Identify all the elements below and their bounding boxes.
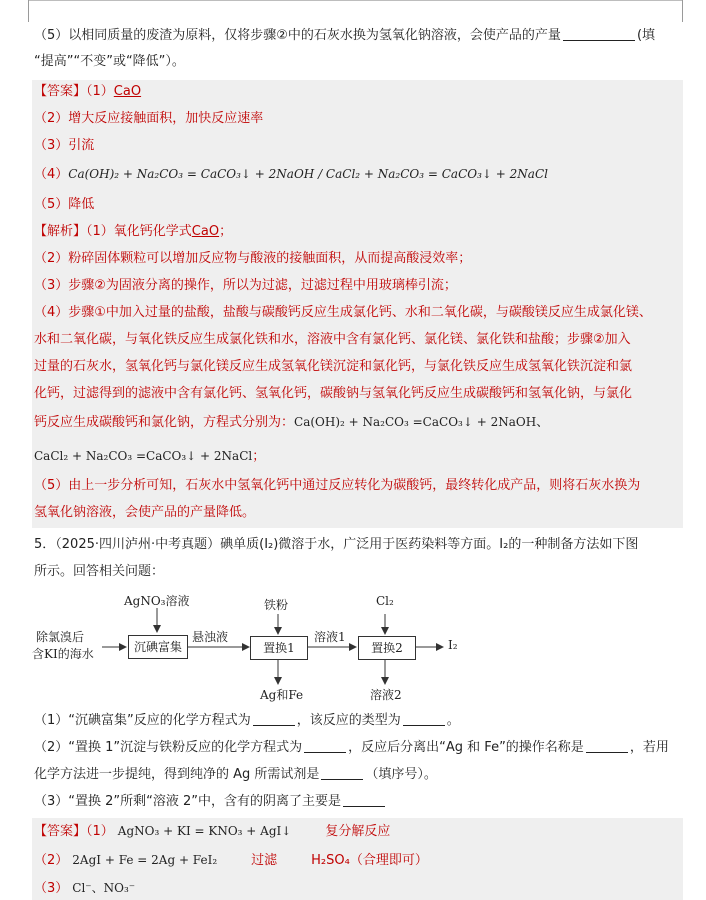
- sub2-text-b: ，反应后分离出“Ag 和 Fe”的操作名称是: [348, 740, 584, 755]
- label-product-i2: I₂: [448, 638, 458, 652]
- label-ag-and-fe: Ag和Fe: [260, 688, 304, 702]
- answer-4-num: （4）: [34, 167, 69, 182]
- answer2-3-num: （3）: [34, 881, 69, 896]
- label-suspension: 悬浊液: [192, 630, 229, 644]
- answer-blank: [253, 711, 295, 726]
- analysis-4e-text: 钙反应生成碳酸钙和氯化钠，方程式分别为：: [34, 415, 295, 430]
- process-flow-diagram: [30, 590, 480, 702]
- answer-blank: [403, 711, 445, 726]
- page-top-border: [28, 0, 682, 1]
- page-corner-mark-left: [28, 0, 29, 22]
- answer2-1-equation: AgNO₃ + KI = KNO₃ + AgI↓: [117, 824, 292, 838]
- analysis-line-1: [34, 222, 232, 242]
- box-iodine-enrichment: 沉碘富集: [128, 635, 188, 659]
- answer-blank: [586, 738, 628, 753]
- analysis-line-4d: 化钙，过滤得到的滤液中含有氯化钙、氢氧化钙，碳酸钠与氢氧化钙反应生成碳酸钙和氢氧化钠，与氯化: [34, 386, 633, 401]
- sub1-text-a: （1）“沉碘富集”反应的化学方程式为: [34, 713, 251, 728]
- sub2-text-a: （2）“置换 1”沉淀与铁粉反应的化学方程式为: [34, 740, 303, 755]
- answer2-line-2: [34, 850, 428, 871]
- analysis-1-formula: CaO: [191, 224, 220, 239]
- q5-part5-text: （5）以相同质量的废渣为原料，仅将步骤②中的石灰水换为氢氧化钠溶液，会使产品的产量: [34, 28, 561, 43]
- sub2-text-e: （填序号）。: [365, 767, 437, 782]
- label-solution-1: 溶液1: [314, 630, 346, 644]
- analysis-4f-equation: CaCl₂ + Na₂CO₃ =CaCO₃↓ + 2NaCl: [34, 449, 253, 463]
- page-corner-mark-right: [682, 0, 683, 22]
- answer2-line-1: [34, 821, 390, 842]
- question5-stem-line2: 所示。回答相关问题：: [34, 564, 165, 579]
- sub2-text-c: ，若用: [629, 740, 669, 755]
- q5-part5-tail: (填: [636, 28, 656, 43]
- answer-blank: [563, 26, 635, 41]
- answer-4-equation: Ca(OH)₂ + Na₂CO₃ = CaCO₃↓ + 2NaOH / CaCl₂ + Na₂CO₃ = CaCO₃↓ + 2NaCl: [68, 167, 548, 181]
- analysis-line-2: （2）粉碎固体颗粒可以增加反应物与酸液的接触面积，从而提高酸浸效率；: [34, 251, 472, 266]
- answer-tag: 【答案】: [34, 84, 87, 99]
- answer2-1-type: 复分解反应: [325, 824, 391, 839]
- question5-sub2-line1: [34, 738, 669, 758]
- question5-sub1: [34, 711, 460, 731]
- label-agno3: AgNO₃溶液: [124, 594, 190, 608]
- answer-1-num: （1）: [86, 84, 114, 99]
- analysis-line-4a: （4）步骤①中加入过量的盐酸，盐酸与碳酸钙反应生成氯化钙、水和二氧化碳，与碳酸镁反应生成氯化镁、: [34, 305, 652, 320]
- answer2-1-num: （1）: [86, 824, 114, 839]
- analysis-line-5a: （5）由上一步分析可知，石灰水中氢氧化钙中通过反应转化为碳酸钙，最终转化成产品，则将石灰水换为: [34, 478, 641, 493]
- answer-line-4: [34, 164, 548, 185]
- question5-sub2-line2: [34, 765, 437, 785]
- answer-line-3: （3）引流: [34, 138, 95, 153]
- analysis-1-tail: ；: [219, 224, 233, 239]
- sub3-text: （3）“置换 2”所剩“溶液 2”中，含有的阴离了主要是: [34, 794, 342, 809]
- answer2-tag: 【答案】: [34, 824, 87, 839]
- analysis-line-4f: [34, 446, 265, 467]
- box-replacement-2: 置换2: [358, 636, 416, 660]
- q5-part5-line1: [34, 26, 655, 46]
- answer2-2-operation: 过滤: [251, 853, 278, 868]
- question5-stem-line1: 5．（2025·四川泸州·中考真题）碘单质(I₂)微溶于水，广泛用于医药染料等方面。I₂的一种制备方法如下图: [34, 537, 639, 552]
- q5-part5-line2: “提高”“不变”或“降低”）。: [34, 54, 185, 69]
- label-cl2: Cl₂: [376, 594, 394, 608]
- answer2-line-3: [34, 878, 135, 899]
- question5-sub3: [34, 792, 387, 812]
- answer-blank: [304, 738, 346, 753]
- answer-1-value: CaO: [113, 84, 142, 99]
- answer-line-2: （2）增大反应接触面积，加快反应速率: [34, 111, 264, 126]
- answer-blank: [343, 792, 385, 807]
- label-source-line2: 含KI的海水: [32, 647, 94, 661]
- sub1-text-c: 。: [446, 713, 460, 728]
- analysis-line-4e: [34, 412, 549, 433]
- analysis-4e-sep: 、: [536, 415, 550, 430]
- analysis-tag: 【解析】: [34, 224, 87, 239]
- answer2-2-reagent: H₂SO₄（合理即可）: [311, 853, 428, 868]
- answer-line-1: [34, 82, 141, 102]
- box-replacement-1: 置换1: [250, 636, 308, 660]
- analysis-4f-tail: ；: [252, 449, 266, 464]
- label-source-line1: 除氯溴后: [36, 630, 85, 644]
- label-solution-2: 溶液2: [370, 688, 402, 702]
- answer2-3-ions: Cl⁻、NO₃⁻: [72, 881, 136, 895]
- analysis-line-3: （3）步骤②为固液分离的操作，所以为过滤，过滤过程中用玻璃棒引流；: [34, 278, 457, 293]
- sub1-text-b: ，该反应的类型为: [296, 713, 401, 728]
- analysis-4e-equation: Ca(OH)₂ + Na₂CO₃ =CaCO₃↓ + 2NaOH: [294, 415, 537, 429]
- analysis-line-4b: 水和二氧化碳，与氧化铁反应生成氯化铁和水，溶液中含有氯化钙、氯化镁、氯化铁和盐酸；步骤②加入: [34, 332, 631, 347]
- answer2-2-num: （2）: [34, 853, 69, 868]
- analysis-line-4c: 过量的石灰水，氢氧化钙与氯化镁反应生成氢氧化镁沉淀和氯化钙，与氯化铁反应生成氢氧化铁沉淀和氯: [34, 359, 633, 374]
- label-iron-powder: 铁粉: [264, 598, 289, 612]
- answer2-2-equation: 2AgI + Fe = 2Ag + FeI₂: [72, 853, 218, 867]
- sub2-text-d: 化学方法进一步提纯，得到纯净的 Ag 所需试剂是: [34, 767, 320, 782]
- analysis-line-5b: 氢氧化钠溶液，会使产品的产量降低。: [34, 505, 256, 520]
- analysis-1-text: （1）氧化钙化学式: [86, 224, 192, 239]
- answer-line-5: （5）降低: [34, 197, 95, 212]
- answer-blank: [321, 765, 363, 780]
